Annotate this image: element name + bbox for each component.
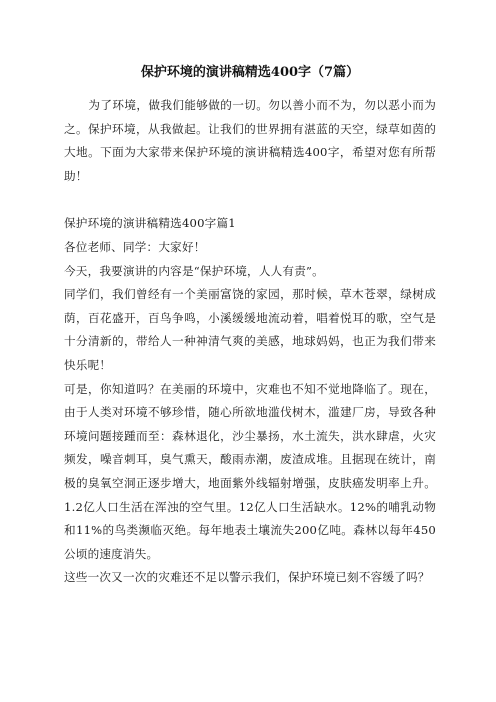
body-paragraph: 可是，你知道吗？在美丽的环境中，灾难也不知不觉地降临了。现在，由于人类对环境不够珍惜，随心所欲地滥伐树木，滥建厂房，导致各种环境问题接踵而至：森林退化，沙尘暴扬，水土流失，洪水肆虐，火灾频发，噪音刺耳，臭气熏天，酸雨赤潮，废渣成堆。且据现在统计，南极的臭氧空洞正逐步增大，地面紫外线辐射增强，皮肤癌发明率上升。1.2亿人口生活在浑浊的空气里。12亿人口生活缺水。12%的哺乳动物和11%的鸟类濒临灭绝。每年地表土壤流失200亿吨。森林以每年450公顷的速度消失。 (64, 381, 436, 561)
body-paragraph: 同学们，我们曾经有一个美丽富饶的家园，那时候，草木苍翠，绿树成荫，百花盛开，百鸟争鸣，小溪缓缓地流动着，唱着悦耳的歌，空气是十分清新的，带给人一种神清气爽的美感，地球妈妈，也正为我们带来快乐呢！ (64, 287, 436, 372)
document-page (64, 60, 436, 590)
section-heading: 保护环境的演讲稿精选400字篇1 (64, 216, 236, 231)
paragraph-gap (64, 188, 436, 212)
body-paragraph: 各位老师、同学：大家好！ (64, 239, 206, 254)
intro-paragraph: 为了环境，做我们能够做的一切。勿以善小而不为，勿以恶小而为之。保护环境，从我做起。让我们的世界拥有湛蓝的天空，绿草如茵的大地。下面为大家带来保护环境的演讲稿精选400字，希望对您有所帮助！ (64, 98, 436, 183)
body-paragraph: 这些一次又一次的灾难还不足以警示我们，保护环境已刻不容缓了吗？ (64, 570, 430, 585)
document-title: 保护环境的演讲稿精选400字（7篇） (140, 65, 360, 80)
body-paragraph: 今天，我要演讲的内容是“保护环境，人人有责”。 (64, 263, 324, 278)
